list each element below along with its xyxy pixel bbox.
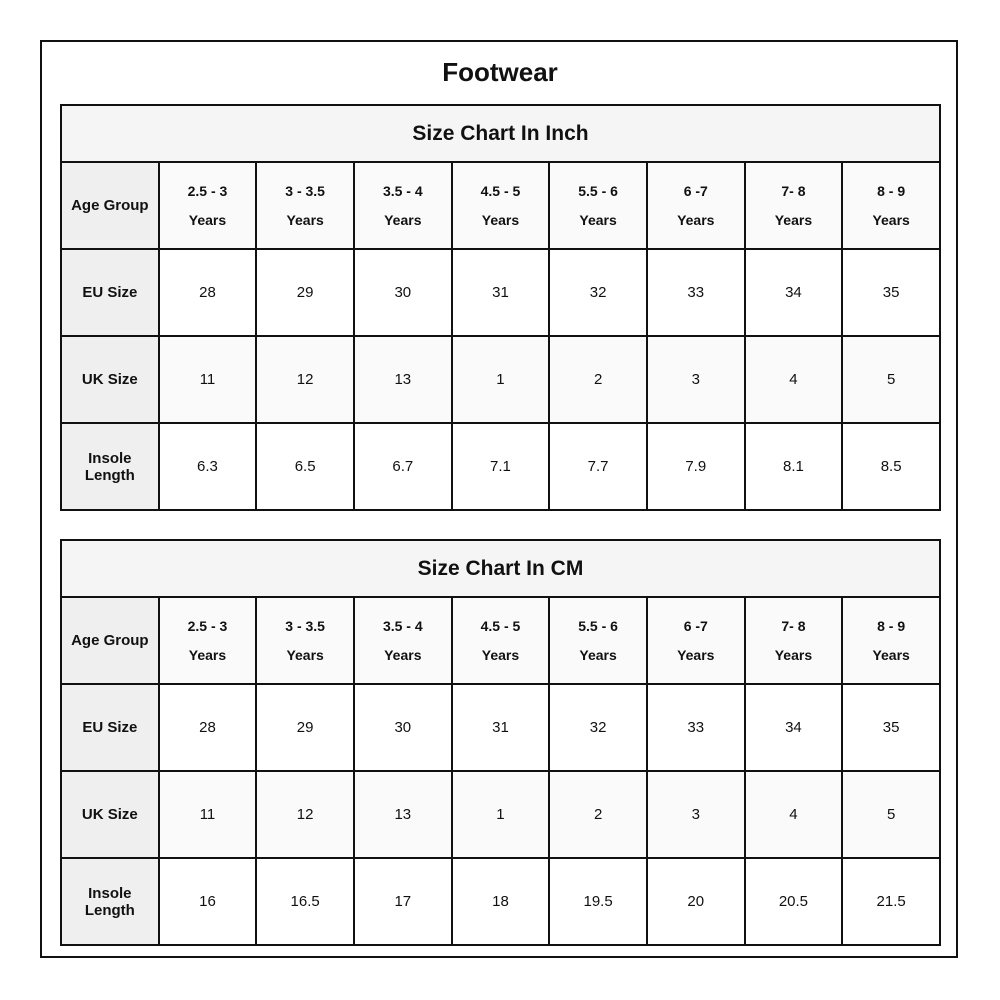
uk-size-cell: 12 bbox=[256, 771, 354, 858]
age-group-cell: 6 -7 Years bbox=[647, 597, 745, 684]
insole-length-row bbox=[61, 858, 940, 945]
age-group-cell: 7- 8 Years bbox=[745, 597, 843, 684]
insole-length-cell: 6.3 bbox=[159, 423, 257, 510]
uk-size-cell: 13 bbox=[354, 336, 452, 423]
uk-size-cell: 4 bbox=[745, 336, 843, 423]
uk-size-cell: 3 bbox=[647, 336, 745, 423]
insole-length-row bbox=[61, 423, 940, 510]
insole-length-cell: 17 bbox=[354, 858, 452, 945]
age-group-cell: 2.5 - 3 Years bbox=[159, 597, 257, 684]
insole-length-cell: 8.1 bbox=[745, 423, 843, 510]
eu-size-cell: 28 bbox=[159, 249, 257, 336]
uk-size-cell: 11 bbox=[159, 336, 257, 423]
uk-size-row bbox=[61, 771, 940, 858]
eu-size-cell: 31 bbox=[452, 684, 550, 771]
eu-size-cell: 30 bbox=[354, 249, 452, 336]
eu-size-cell: 29 bbox=[256, 249, 354, 336]
eu-size-cell: 30 bbox=[354, 684, 452, 771]
age-group-cell: 6 -7 Years bbox=[647, 162, 745, 249]
age-group-cell: 8 - 9 Years bbox=[842, 162, 940, 249]
row-label-insole-length: Insole Length bbox=[61, 858, 159, 945]
eu-size-cell: 31 bbox=[452, 249, 550, 336]
uk-size-row bbox=[61, 336, 940, 423]
eu-size-cell: 34 bbox=[745, 249, 843, 336]
age-group-cell: 8 - 9 Years bbox=[842, 597, 940, 684]
eu-size-row bbox=[61, 249, 940, 336]
insole-length-cell: 21.5 bbox=[842, 858, 940, 945]
row-label-insole-length: Insole Length bbox=[61, 423, 159, 510]
insole-length-cell: 6.5 bbox=[256, 423, 354, 510]
page-title: Footwear bbox=[442, 57, 558, 87]
insole-length-cell: 19.5 bbox=[549, 858, 647, 945]
eu-size-cell: 33 bbox=[647, 684, 745, 771]
uk-size-cell: 5 bbox=[842, 336, 940, 423]
row-label-age-group: Age Group bbox=[61, 597, 159, 684]
row-label-eu-size: EU Size bbox=[61, 249, 159, 336]
row-label-uk-size: UK Size bbox=[61, 771, 159, 858]
age-group-cell: 3 - 3.5 Years bbox=[256, 162, 354, 249]
age-group-cell: 3.5 - 4 Years bbox=[354, 162, 452, 249]
uk-size-cell: 3 bbox=[647, 771, 745, 858]
eu-size-cell: 35 bbox=[842, 249, 940, 336]
uk-size-cell: 11 bbox=[159, 771, 257, 858]
insole-length-cell: 7.1 bbox=[452, 423, 550, 510]
age-group-row bbox=[61, 162, 940, 249]
uk-size-cell: 1 bbox=[452, 771, 550, 858]
age-group-cell: 5.5 - 6 Years bbox=[549, 162, 647, 249]
eu-size-cell: 34 bbox=[745, 684, 843, 771]
eu-size-cell: 35 bbox=[842, 684, 940, 771]
age-group-cell: 5.5 - 6 Years bbox=[549, 597, 647, 684]
age-group-cell: 3.5 - 4 Years bbox=[354, 597, 452, 684]
insole-length-cell: 20 bbox=[647, 858, 745, 945]
table-caption: Size Chart In CM bbox=[61, 540, 940, 597]
insole-length-cell: 7.7 bbox=[549, 423, 647, 510]
insole-length-cell: 8.5 bbox=[842, 423, 940, 510]
insole-length-cell: 7.9 bbox=[647, 423, 745, 510]
age-group-cell: 7- 8 Years bbox=[745, 162, 843, 249]
age-group-cell: 3 - 3.5 Years bbox=[256, 597, 354, 684]
eu-size-cell: 32 bbox=[549, 249, 647, 336]
age-group-cell: 4.5 - 5 Years bbox=[452, 597, 550, 684]
uk-size-cell: 1 bbox=[452, 336, 550, 423]
eu-size-cell: 33 bbox=[647, 249, 745, 336]
eu-size-cell: 28 bbox=[159, 684, 257, 771]
eu-size-cell: 29 bbox=[256, 684, 354, 771]
uk-size-cell: 5 bbox=[842, 771, 940, 858]
age-group-cell: 4.5 - 5 Years bbox=[452, 162, 550, 249]
insole-length-cell: 18 bbox=[452, 858, 550, 945]
size-chart-table-cm bbox=[60, 539, 941, 946]
uk-size-cell: 12 bbox=[256, 336, 354, 423]
insole-length-cell: 16.5 bbox=[256, 858, 354, 945]
insole-length-cell: 20.5 bbox=[745, 858, 843, 945]
uk-size-cell: 2 bbox=[549, 771, 647, 858]
row-label-age-group: Age Group bbox=[61, 162, 159, 249]
uk-size-cell: 2 bbox=[549, 336, 647, 423]
insole-length-cell: 6.7 bbox=[354, 423, 452, 510]
row-label-eu-size: EU Size bbox=[61, 684, 159, 771]
age-group-row bbox=[61, 597, 940, 684]
uk-size-cell: 13 bbox=[354, 771, 452, 858]
table-caption: Size Chart In Inch bbox=[61, 105, 940, 162]
eu-size-row bbox=[61, 684, 940, 771]
age-group-cell: 2.5 - 3 Years bbox=[159, 162, 257, 249]
eu-size-cell: 32 bbox=[549, 684, 647, 771]
row-label-uk-size: UK Size bbox=[61, 336, 159, 423]
insole-length-cell: 16 bbox=[159, 858, 257, 945]
size-chart-table-inch bbox=[60, 104, 941, 511]
uk-size-cell: 4 bbox=[745, 771, 843, 858]
